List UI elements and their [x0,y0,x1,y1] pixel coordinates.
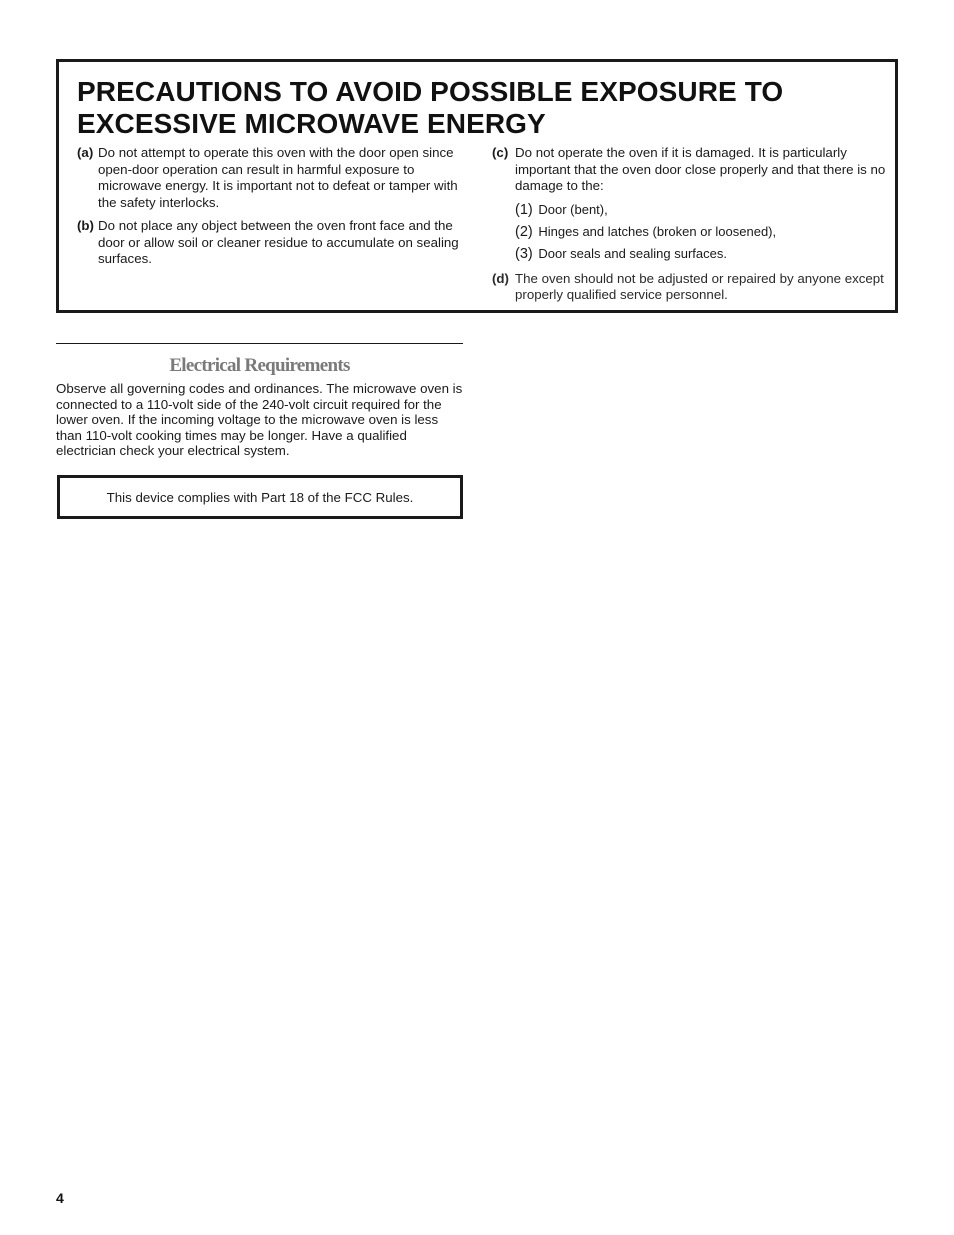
page-number: 4 [56,1190,64,1206]
sub-item-text: Hinges and latches (broken or loosened), [538,223,777,239]
item-text: The oven should not be adjusted or repaired by anyone except properly qualified service personnel. [515,270,884,302]
precautions-title-line-1: PRECAUTIONS TO AVOID POSSIBLE EXPOSURE TO [77,76,784,107]
item-letter: (a) [77,145,94,160]
precautions-right-column [492,145,887,304]
precautions-title [77,76,783,140]
precautions-left-column [77,145,467,268]
item-text: Do not place any object between the oven front face and the door or allow soil or cleaner residue to accumulate on sealing surfaces. [98,218,459,266]
fcc-notice-text: This device complies with Part 18 of the FCC Rules. [106,489,414,505]
sub-item-number: (3) [515,245,533,262]
sub-item-3 [515,243,887,265]
sub-item-text: Door (bent), [538,201,608,217]
precaution-item-c [492,145,887,195]
sub-item-number: (1) [515,201,533,218]
item-letter: (d) [492,270,509,286]
electrical-requirements-body: Observe all governing codes and ordinances. The microwave oven is connected to a 110-volt side of the 240-volt circuit required for the lower oven. If the incoming voltage to the microwave oven is less than 110-volt cooking times may be longer. Have a qualified electrician check your electrical system. [56,381,463,459]
item-text: Do not attempt to operate this oven with the door open since open-door operation can result in harmful exposure to microwave energy. It is important not to defeat or tamper with the safety interlocks. [98,145,458,210]
sub-item-1 [515,199,887,221]
electrical-requirements-heading: Electrical Requirements [169,355,350,376]
item-letter: (b) [77,218,94,233]
sub-item-text: Door seals and sealing surfaces. [538,245,727,261]
precautions-title-line-2: EXCESSIVE MICROWAVE ENERGY [77,108,546,139]
fcc-notice-box [57,475,463,519]
sub-item-2 [515,221,887,243]
item-letter: (c) [492,145,509,160]
precaution-item-b [77,218,467,268]
sub-item-number: (2) [515,223,533,240]
precautions-box [56,59,898,313]
item-text: Do not operate the oven if it is damaged. It is particularly important that the oven door close properly and that there is no damage to the: [515,145,886,193]
precaution-item-a [77,145,467,211]
precaution-item-d [492,271,887,304]
damage-sublist [492,199,887,265]
section-divider [56,343,463,344]
